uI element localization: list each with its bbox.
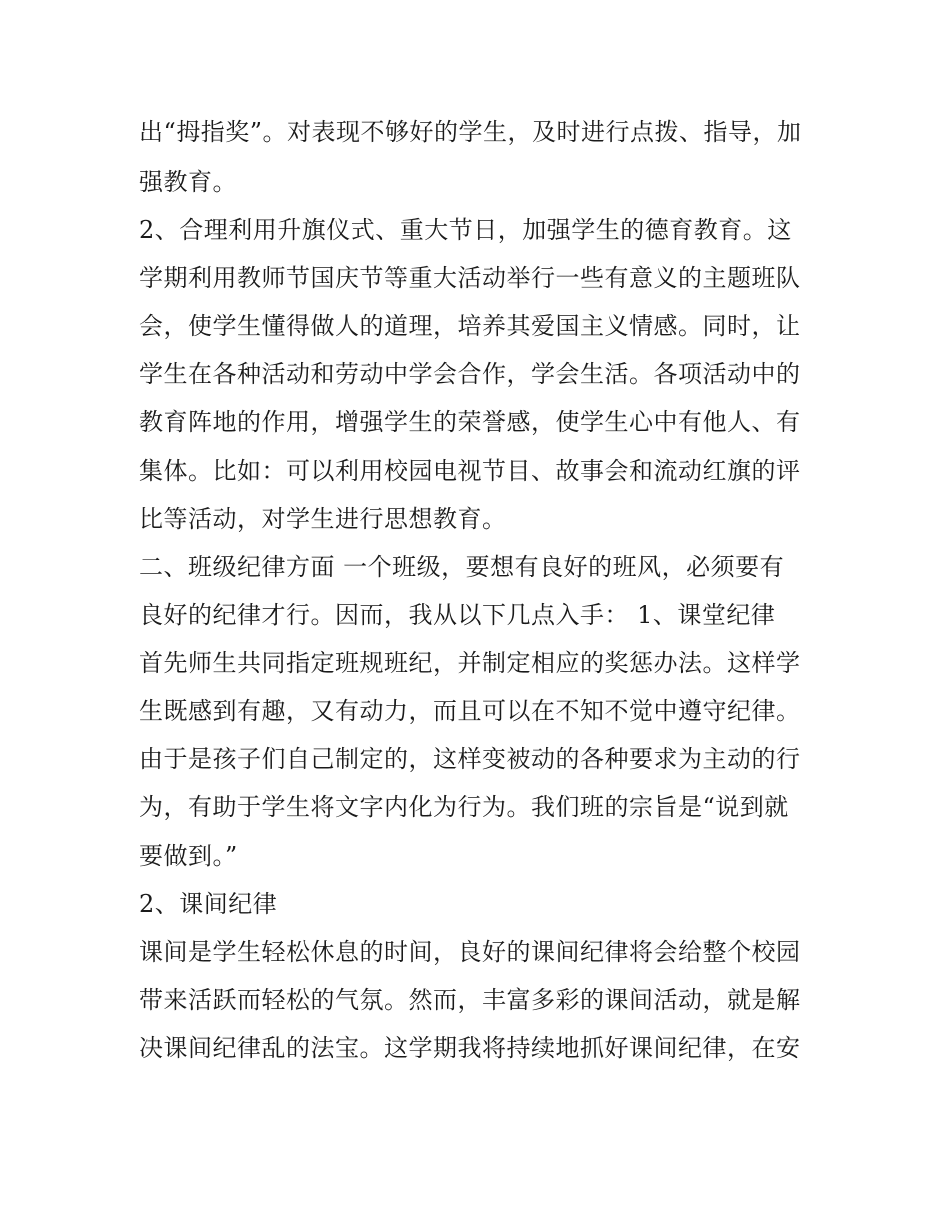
text-line: 教育阵地的作用，增强学生的荣誉感，使学生心中有他人、有 bbox=[139, 408, 801, 436]
text-line: 学生在各种活动和劳动中学会合作，学会生活。各项活动中的 bbox=[139, 360, 801, 388]
text-line: 由于是孩子们自己制定的，这样变被动的各种要求为主动的行 bbox=[139, 745, 801, 773]
text-line: 首先师生共同指定班规班纪，并制定相应的奖惩办法。这样学 bbox=[139, 649, 801, 677]
text-line: 2、合理利用升旗仪式、重大节日，加强学生的德育教育。这 bbox=[139, 216, 792, 244]
text-line: 集体。比如：可以利用校园电视节目、故事会和流动红旗的评 bbox=[139, 457, 801, 485]
text-line: 生既感到有趣，又有动力，而且可以在不知不觉中遵守纪律。 bbox=[139, 697, 801, 725]
text-line: 2、课间纪律 bbox=[139, 890, 278, 918]
text-line: 二、班级纪律方面 一个班级，要想有良好的班风，必须要有 bbox=[139, 553, 785, 581]
text-line: 决课间纪律乱的法宝。这学期我将持续地抓好课间纪律，在安 bbox=[139, 1034, 801, 1062]
text-line: 会，使学生懂得做人的道理，培养其爱国主义情感。同时，让 bbox=[139, 312, 801, 340]
text-line: 带来活跃而轻松的气氛。然而，丰富多彩的课间活动，就是解 bbox=[139, 986, 801, 1014]
text-line: 出“拇指奖”。对表现不够好的学生，及时进行点拨、指导，加 bbox=[139, 118, 802, 146]
text-line: 为，有助于学生将文字内化为行为。我们班的宗旨是“说到就 bbox=[139, 793, 789, 821]
text-line: 良好的纪律才行。因而，我从以下几点入手： 1、课堂纪律 bbox=[139, 601, 776, 629]
text-line: 学期利用教师节国庆节等重大活动举行一些有意义的主题班队 bbox=[139, 264, 801, 292]
text-line: 课间是学生轻松休息的时间，良好的课间纪律将会给整个校园 bbox=[139, 938, 801, 966]
text-line: 比等活动，对学生进行思想教育。 bbox=[139, 505, 507, 533]
text-line: 要做到。” bbox=[139, 842, 238, 870]
text-line: 强教育。 bbox=[139, 168, 237, 196]
